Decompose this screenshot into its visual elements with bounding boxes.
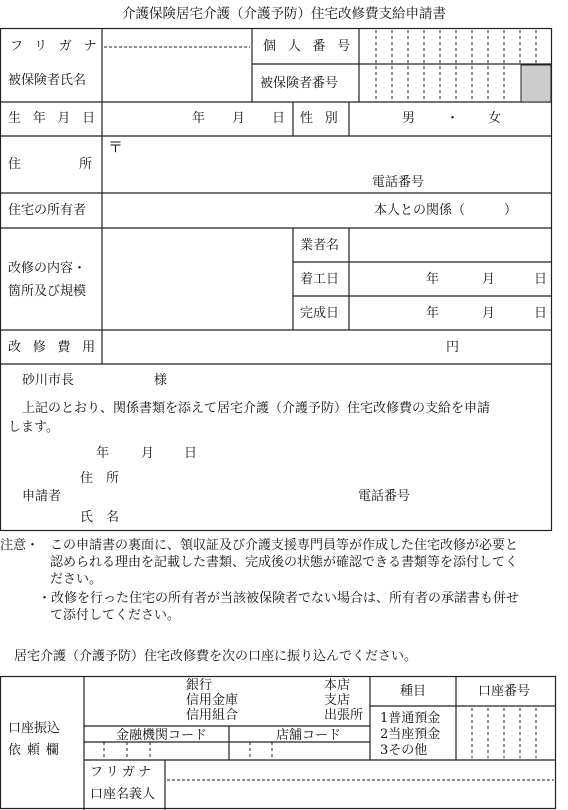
- birth-day: 日: [272, 111, 286, 126]
- cost-yen: 円: [446, 340, 460, 355]
- account-type-1: 2当座預金: [380, 727, 441, 742]
- birth-month: 月: [232, 111, 246, 126]
- note-1-line-2: 認められる理由を記載した書類、完成後の状態が確認できる書類等を添付してく: [50, 555, 519, 570]
- institution-code-label: 金融機関コード: [116, 728, 208, 743]
- declaration-year: 年: [96, 446, 110, 461]
- owner-label: 住宅の所有者: [8, 203, 87, 218]
- complete-month: 月: [482, 306, 496, 321]
- owner-relation: 本人との関係（ ）: [374, 203, 518, 218]
- birth-label: 生年月日: [8, 111, 107, 126]
- personal-number-label: 個人番号: [263, 39, 362, 54]
- declaration-body-2: します。: [8, 420, 59, 435]
- note-1-line-1: この申請書の裏面に、領収証及び介護支援専門員等が作成した住宅改修が必要と: [50, 538, 519, 553]
- item-label: 種目: [400, 684, 427, 699]
- applicant-phone-label: 電話番号: [358, 489, 411, 504]
- furigana-label: フリガナ: [10, 39, 109, 54]
- insured-number-label: 被保険者番号: [260, 76, 339, 91]
- address-label-1: 住: [8, 157, 22, 172]
- branch-type-1: 支店: [324, 693, 351, 708]
- branch-type-0: 本店: [324, 678, 351, 693]
- bank-label-1: 口座振込: [8, 721, 61, 736]
- holder-label: 口座名義人: [90, 787, 156, 802]
- sex-dot: ・: [446, 111, 460, 126]
- address-label-2: 所: [79, 157, 93, 172]
- bank-type-2: 信用組合: [186, 708, 239, 723]
- declaration-day: 日: [184, 446, 198, 461]
- form-title: 介護保険居宅介護（介護予防）住宅改修費支給申請書: [122, 6, 446, 22]
- form-border: [1, 29, 552, 531]
- complete-year: 年: [426, 306, 440, 321]
- sex-male: 男: [402, 111, 416, 126]
- account-number-label: 口座番号: [478, 684, 531, 699]
- notes-lead: 注意・: [0, 538, 40, 553]
- applicant-name-label: 氏 名: [80, 510, 120, 525]
- insured-name-label: 被保険者氏名: [8, 73, 87, 88]
- applicant-address-label: 住 所: [80, 471, 120, 486]
- note-1-line-3: ださい。: [50, 572, 103, 587]
- postal-mark: 〒: [108, 138, 124, 156]
- start-year: 年: [426, 272, 440, 287]
- branch-code-label: 店舗コード: [276, 728, 342, 743]
- account-type-0: 1普通預金: [380, 711, 441, 726]
- bank-type-0: 銀行: [186, 678, 213, 693]
- account-type-2: 3その他: [380, 743, 428, 758]
- branch-type-2: 出張所: [324, 708, 364, 723]
- complete-date-label: 完成日: [300, 306, 340, 321]
- complete-day: 日: [534, 306, 548, 321]
- declaration-month: 月: [141, 446, 155, 461]
- note-2-line-2: て添付してください。: [50, 608, 181, 623]
- holder-furigana-label: フリガナ: [90, 765, 155, 780]
- declaration-body-1: 上記のとおり、関係書類を添えて居宅介護（介護予防）住宅改修費の支給を申請: [22, 401, 491, 416]
- bank-label-2: 依頼欄: [8, 743, 65, 758]
- applicant-label: 申請者: [22, 489, 62, 504]
- sex-female: 女: [488, 111, 502, 126]
- note-2-line-1: ・改修を行った住宅の所有者が当該被保険者でない場合は、所有者の承諾書も併せ: [38, 591, 520, 606]
- birth-year: 年: [192, 111, 206, 126]
- addressee-sama: 様: [154, 373, 168, 388]
- sex-label: 性別: [300, 111, 350, 126]
- content-label-1: 改修の内容・: [8, 261, 87, 276]
- shaded-cell: [521, 65, 551, 102]
- bank-intro: 居宅介護（介護予防）住宅改修費を次の口座に振り込んでください。: [14, 649, 418, 664]
- content-label-2: 箇所及び規模: [8, 284, 87, 299]
- address-phone-label: 電話番号: [372, 175, 425, 190]
- start-date-label: 着工日: [300, 272, 340, 287]
- addressee: 砂川市長: [22, 373, 75, 388]
- start-day: 日: [534, 272, 548, 287]
- cost-label: 改修費用: [8, 340, 107, 355]
- start-month: 月: [482, 272, 496, 287]
- contractor-label: 業者名: [300, 238, 340, 253]
- bank-type-1: 信用金庫: [186, 693, 239, 708]
